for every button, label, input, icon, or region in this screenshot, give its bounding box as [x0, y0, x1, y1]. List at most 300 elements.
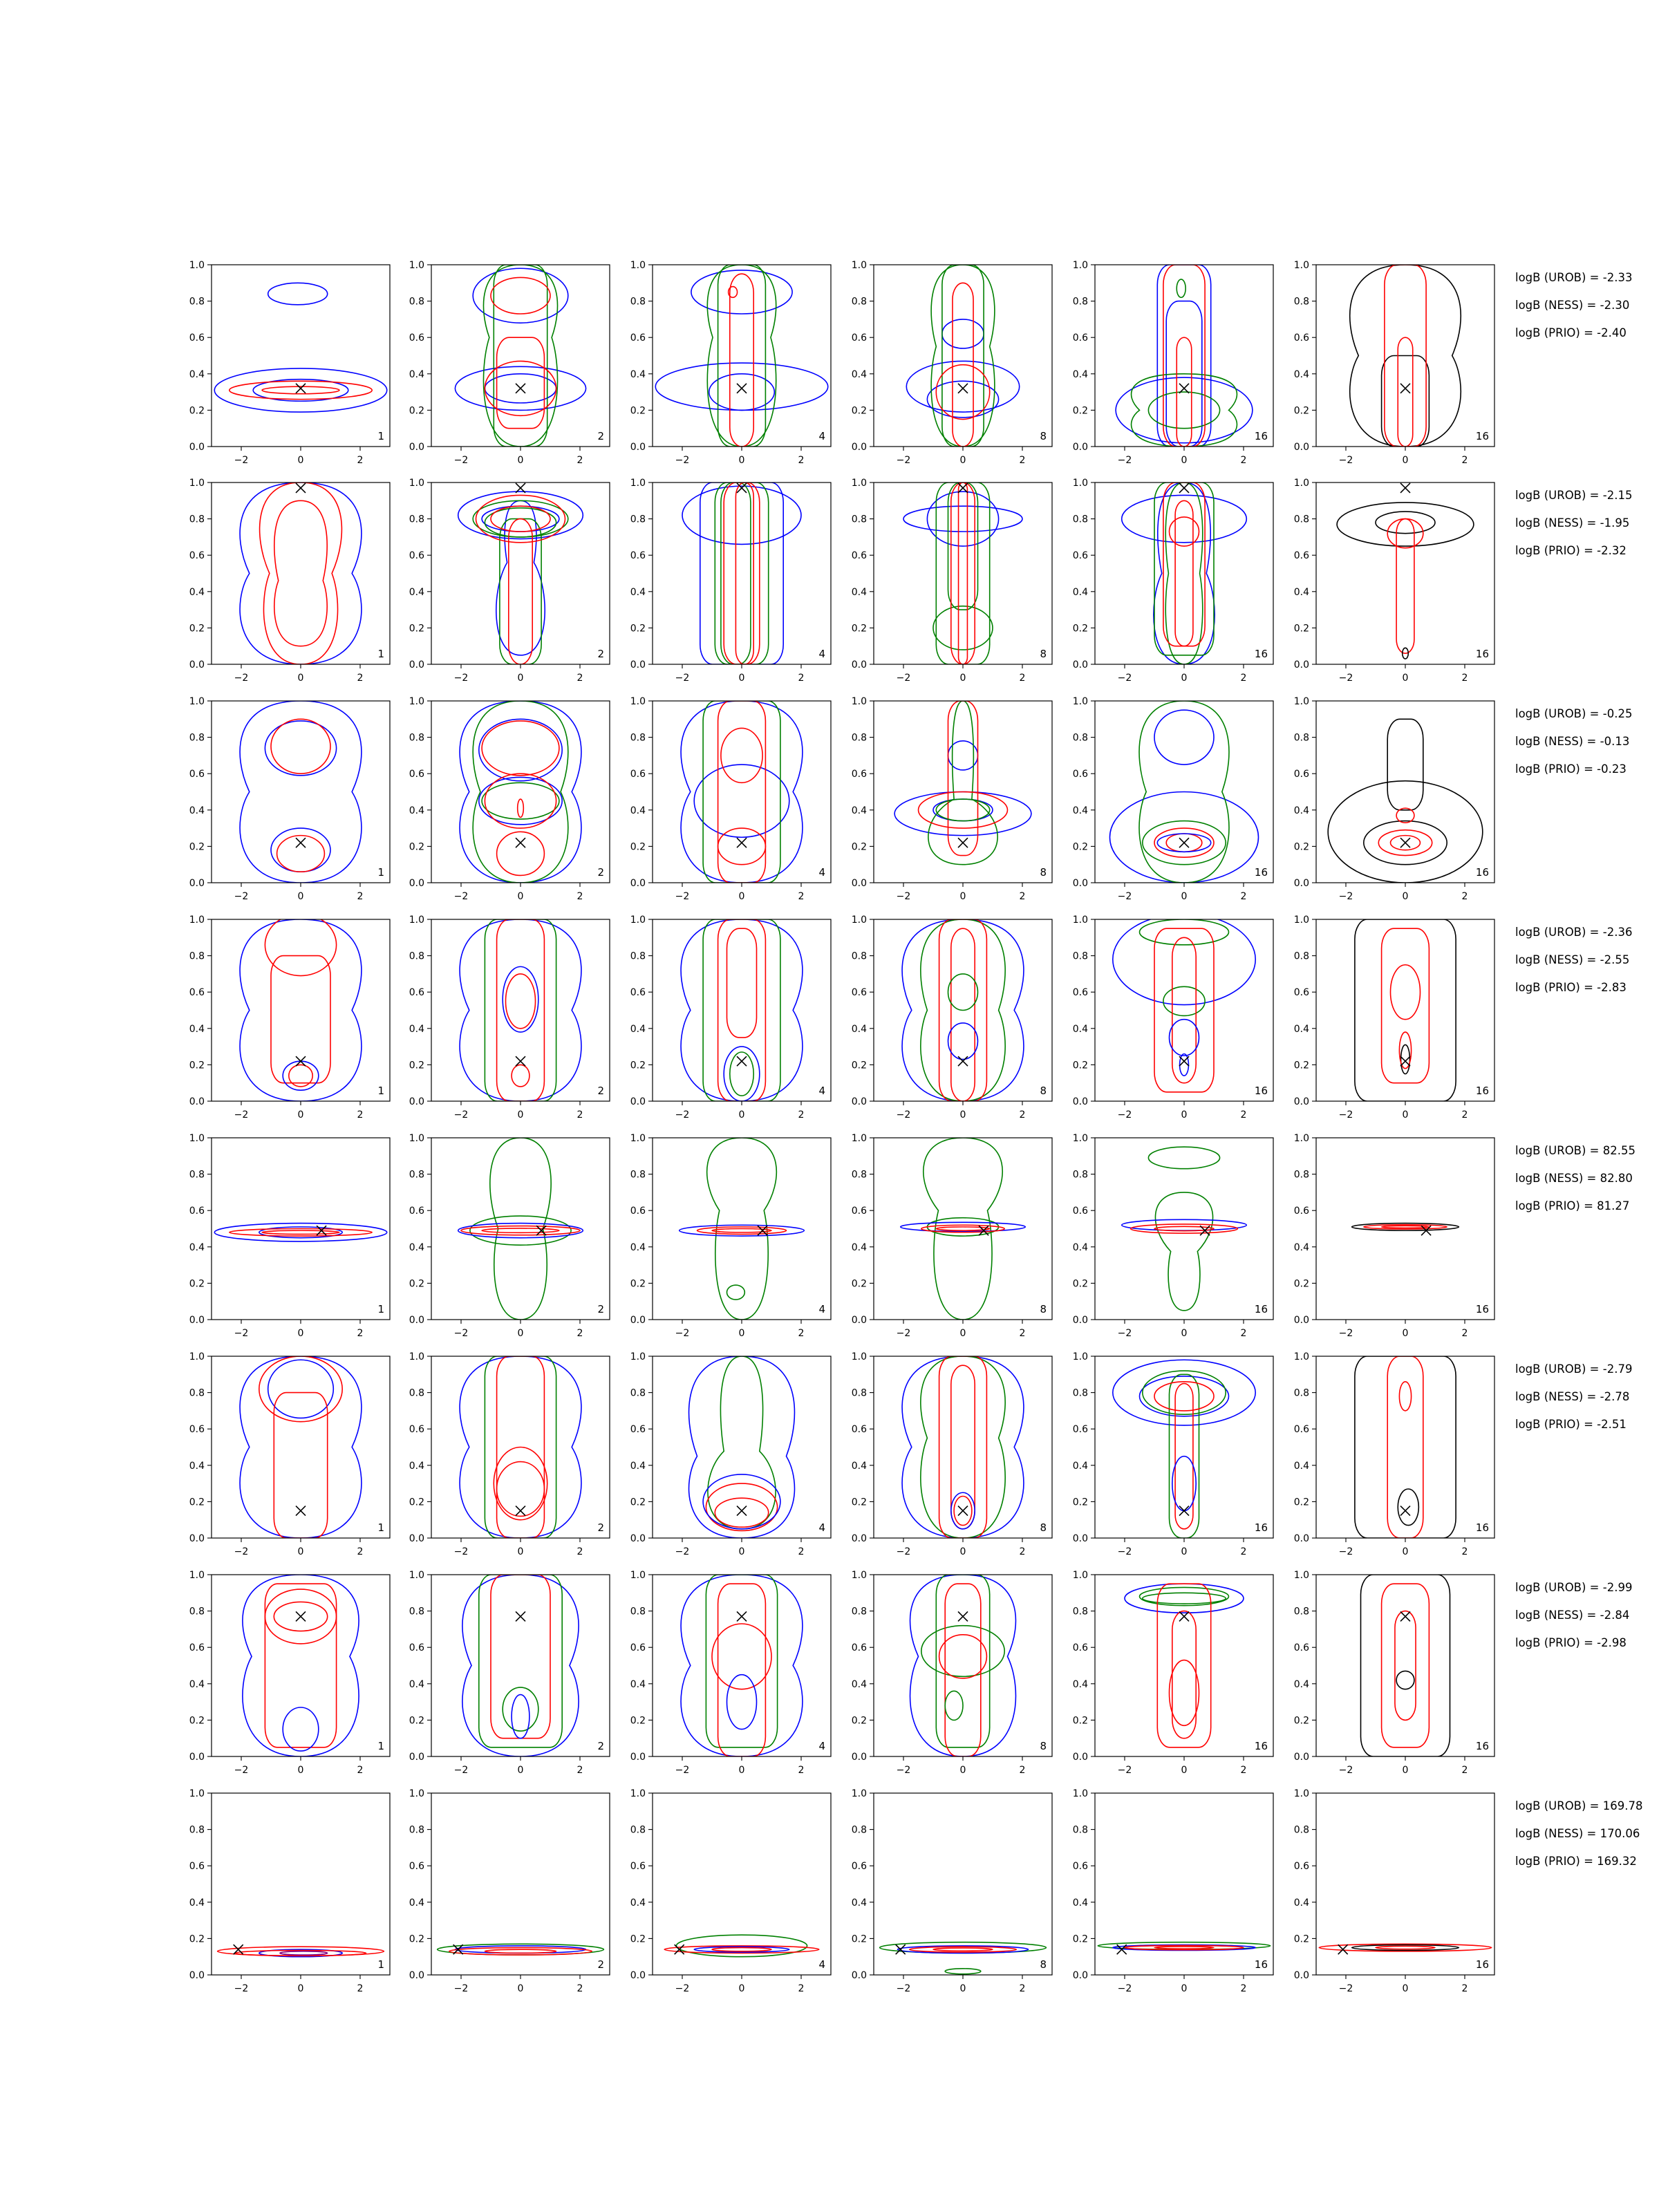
x-tick-label: 0 — [517, 455, 524, 466]
y-tick-label: 0.8 — [851, 1824, 867, 1836]
y-tick-label: 1.0 — [1072, 1788, 1088, 1799]
x-tick-label: 2 — [577, 1983, 583, 1994]
y-tick-label: 0.0 — [630, 1096, 646, 1107]
y-tick-label: 0.6 — [851, 550, 867, 562]
y-tick-label: 0.4 — [1293, 586, 1309, 598]
y-tick-label: 0.2 — [1072, 1060, 1088, 1071]
x-tick-label: −2 — [896, 1983, 911, 1994]
x-tick-label: −2 — [675, 1546, 690, 1557]
panel-badge: 2 — [597, 1303, 604, 1315]
y-tick-label: 0.4 — [189, 1678, 205, 1690]
y-tick-label: 0.4 — [1072, 1460, 1088, 1472]
y-tick-label: 0.2 — [630, 1497, 646, 1508]
x-tick-label: −2 — [896, 1109, 911, 1121]
y-tick-label: 0.8 — [1293, 514, 1309, 525]
y-tick-label: 1.0 — [1293, 1351, 1309, 1362]
y-tick-label: 0.8 — [1072, 514, 1088, 525]
y-tick-label: 1.0 — [630, 696, 646, 707]
x-tick-label: −2 — [453, 455, 469, 466]
logb-label: logB (UROB) = -2.79 — [1515, 1362, 1633, 1376]
y-tick-label: 1.0 — [1293, 1133, 1309, 1144]
y-tick-label: 1.0 — [851, 260, 867, 271]
y-tick-label: 0.8 — [630, 950, 646, 962]
x-tick-label: 2 — [1240, 1109, 1247, 1121]
y-tick-label: 0.2 — [630, 1715, 646, 1727]
logb-label: logB (NESS) = -2.78 — [1515, 1390, 1630, 1403]
x-tick-label: 0 — [738, 673, 745, 684]
x-tick-label: −2 — [234, 1983, 249, 1994]
x-tick-label: 0 — [959, 891, 966, 902]
y-tick-label: 0.6 — [1293, 550, 1309, 562]
y-tick-label: 0.0 — [189, 1533, 205, 1544]
x-tick-label: 2 — [1240, 1765, 1247, 1776]
y-tick-label: 0.0 — [851, 878, 867, 889]
y-tick-label: 0.6 — [409, 550, 424, 562]
y-tick-label: 0.4 — [189, 1460, 205, 1472]
x-tick-label: −2 — [453, 1109, 469, 1121]
x-tick-label: 0 — [517, 1983, 524, 1994]
panel-badge: 16 — [1475, 648, 1489, 660]
x-tick-label: −2 — [1338, 1765, 1353, 1776]
y-tick-label: 1.0 — [1293, 915, 1309, 926]
y-tick-label: 0.0 — [189, 1096, 205, 1107]
x-tick-label: 0 — [959, 455, 966, 466]
panel-badge: 1 — [377, 430, 384, 442]
y-tick-label: 0.4 — [851, 1023, 867, 1035]
y-tick-label: 0.0 — [851, 659, 867, 671]
y-tick-label: 0.4 — [409, 805, 424, 816]
y-tick-label: 0.6 — [409, 332, 424, 344]
y-tick-label: 0.4 — [409, 1460, 424, 1472]
y-tick-label: 0.0 — [851, 1315, 867, 1326]
y-tick-label: 1.0 — [1072, 1133, 1088, 1144]
y-tick-label: 0.2 — [189, 405, 205, 417]
x-tick-label: 2 — [1019, 1328, 1026, 1339]
y-tick-label: 0.0 — [1072, 1315, 1088, 1326]
y-tick-label: 1.0 — [630, 260, 646, 271]
y-tick-label: 0.2 — [1072, 1497, 1088, 1508]
y-tick-label: 1.0 — [189, 1570, 205, 1581]
x-tick-label: −2 — [675, 455, 690, 466]
x-tick-label: 2 — [1019, 891, 1026, 902]
y-tick-label: 0.4 — [630, 1678, 646, 1690]
y-tick-label: 0.0 — [1072, 1970, 1088, 1981]
y-tick-label: 0.4 — [851, 805, 867, 816]
y-tick-label: 0.6 — [630, 550, 646, 562]
y-tick-label: 0.4 — [1072, 1897, 1088, 1909]
y-tick-label: 0.8 — [1072, 1824, 1088, 1836]
y-tick-label: 0.6 — [409, 987, 424, 999]
y-tick-label: 0.6 — [851, 769, 867, 780]
panel-badge: 8 — [1040, 1521, 1047, 1534]
y-tick-label: 0.6 — [1072, 550, 1088, 562]
y-tick-label: 0.2 — [189, 1060, 205, 1071]
y-tick-label: 0.6 — [851, 332, 867, 344]
y-tick-label: 0.6 — [630, 1642, 646, 1654]
x-tick-label: 2 — [357, 1546, 364, 1557]
x-tick-label: 0 — [517, 673, 524, 684]
y-tick-label: 0.2 — [1072, 1278, 1088, 1290]
logb-label: logB (NESS) = 170.06 — [1515, 1827, 1640, 1840]
y-tick-label: 0.2 — [630, 841, 646, 853]
x-tick-label: 0 — [1181, 1983, 1188, 1994]
y-tick-label: 0.0 — [1072, 1096, 1088, 1107]
x-tick-label: 2 — [1240, 673, 1247, 684]
x-tick-label: 0 — [297, 1109, 304, 1121]
x-tick-label: −2 — [234, 1546, 249, 1557]
y-tick-label: 0.4 — [630, 1460, 646, 1472]
logb-label: logB (NESS) = -0.13 — [1515, 735, 1630, 748]
panel-badge: 2 — [597, 866, 604, 879]
x-tick-label: −2 — [1338, 455, 1353, 466]
x-tick-label: 0 — [959, 1109, 966, 1121]
y-tick-label: 1.0 — [189, 915, 205, 926]
y-tick-label: 0.4 — [1293, 805, 1309, 816]
y-tick-label: 0.6 — [1293, 1861, 1309, 1873]
y-tick-label: 0.8 — [630, 514, 646, 525]
x-tick-label: 0 — [1181, 455, 1188, 466]
panel-badge: 4 — [818, 1085, 825, 1097]
x-tick-label: −2 — [896, 891, 911, 902]
y-tick-label: 0.2 — [1072, 1715, 1088, 1727]
y-tick-label: 0.8 — [630, 296, 646, 308]
y-tick-label: 0.2 — [630, 1060, 646, 1071]
panel-badge: 4 — [818, 1521, 825, 1534]
x-tick-label: 0 — [1181, 1546, 1188, 1557]
x-tick-label: 0 — [1181, 673, 1188, 684]
y-tick-label: 0.0 — [409, 1533, 424, 1544]
y-tick-label: 1.0 — [1293, 1788, 1309, 1799]
x-tick-label: 0 — [959, 1983, 966, 1994]
x-tick-label: 0 — [738, 1109, 745, 1121]
y-tick-label: 0.2 — [189, 1497, 205, 1508]
y-tick-label: 0.0 — [851, 1533, 867, 1544]
y-tick-label: 0.8 — [851, 1387, 867, 1399]
x-tick-label: 2 — [1461, 1983, 1468, 1994]
logb-label: logB (UROB) = -2.36 — [1515, 926, 1633, 939]
y-tick-label: 0.6 — [189, 1206, 205, 1217]
y-tick-label: 1.0 — [1293, 1570, 1309, 1581]
y-tick-label: 0.0 — [630, 1752, 646, 1763]
panel-badge: 1 — [377, 1740, 384, 1752]
y-tick-label: 0.4 — [1072, 1023, 1088, 1035]
y-tick-label: 0.6 — [630, 332, 646, 344]
y-tick-label: 0.2 — [851, 1715, 867, 1727]
y-tick-label: 0.0 — [1293, 1315, 1309, 1326]
y-tick-label: 0.4 — [409, 1241, 424, 1253]
y-tick-label: 0.4 — [409, 368, 424, 380]
x-tick-label: −2 — [234, 673, 249, 684]
panel-badge: 2 — [597, 648, 604, 660]
x-tick-label: −2 — [1117, 1109, 1132, 1121]
x-tick-label: 0 — [1402, 1765, 1409, 1776]
y-tick-label: 0.6 — [409, 1861, 424, 1873]
y-tick-label: 1.0 — [1293, 478, 1309, 489]
y-tick-label: 0.8 — [189, 1169, 205, 1181]
y-tick-label: 0.0 — [1293, 1752, 1309, 1763]
y-tick-label: 1.0 — [630, 1570, 646, 1581]
y-tick-label: 0.6 — [1072, 987, 1088, 999]
x-tick-label: 2 — [357, 455, 364, 466]
x-tick-label: 2 — [1461, 1546, 1468, 1557]
y-tick-label: 0.6 — [630, 769, 646, 780]
panel-badge: 1 — [377, 1085, 384, 1097]
logb-label: logB (NESS) = 82.80 — [1515, 1172, 1633, 1185]
x-tick-label: 2 — [798, 673, 805, 684]
y-tick-label: 0.8 — [409, 296, 424, 308]
x-tick-label: 0 — [297, 1546, 304, 1557]
x-tick-label: −2 — [1117, 1328, 1132, 1339]
x-tick-label: 2 — [577, 1765, 583, 1776]
x-tick-label: 2 — [1019, 455, 1026, 466]
y-tick-label: 0.8 — [1072, 1387, 1088, 1399]
y-tick-label: 0.2 — [851, 405, 867, 417]
y-tick-label: 0.8 — [189, 296, 205, 308]
x-tick-label: 2 — [357, 1983, 364, 1994]
y-tick-label: 0.0 — [1293, 1096, 1309, 1107]
y-tick-label: 0.2 — [851, 1278, 867, 1290]
y-tick-label: 0.2 — [189, 623, 205, 635]
y-tick-label: 0.0 — [1072, 1533, 1088, 1544]
x-tick-label: −2 — [453, 1546, 469, 1557]
y-tick-label: 1.0 — [1072, 478, 1088, 489]
x-tick-label: 0 — [297, 891, 304, 902]
y-tick-label: 0.8 — [409, 1606, 424, 1618]
x-tick-label: −2 — [675, 673, 690, 684]
x-tick-label: −2 — [234, 1109, 249, 1121]
y-tick-label: 0.2 — [630, 1278, 646, 1290]
y-tick-label: 1.0 — [1072, 915, 1088, 926]
y-tick-label: 0.4 — [1293, 1897, 1309, 1909]
y-tick-label: 0.8 — [189, 950, 205, 962]
panel-badge: 8 — [1040, 866, 1047, 879]
y-tick-label: 0.6 — [1072, 332, 1088, 344]
panel-badge: 1 — [377, 1521, 384, 1534]
y-tick-label: 0.8 — [630, 1169, 646, 1181]
y-tick-label: 1.0 — [409, 1133, 424, 1144]
y-tick-label: 0.0 — [409, 659, 424, 671]
y-tick-label: 0.4 — [409, 1023, 424, 1035]
y-tick-label: 0.2 — [851, 1060, 867, 1071]
y-tick-label: 1.0 — [1072, 696, 1088, 707]
logb-label: logB (UROB) = -0.25 — [1515, 707, 1633, 720]
y-tick-label: 0.4 — [851, 1460, 867, 1472]
x-tick-label: −2 — [675, 1765, 690, 1776]
logb-label: logB (UROB) = -2.33 — [1515, 271, 1633, 284]
y-tick-label: 0.8 — [1293, 1387, 1309, 1399]
x-tick-label: −2 — [1117, 673, 1132, 684]
y-tick-label: 0.4 — [189, 1023, 205, 1035]
x-tick-label: 0 — [517, 1328, 524, 1339]
y-tick-label: 0.2 — [409, 623, 424, 635]
x-tick-label: 0 — [1402, 1983, 1409, 1994]
y-tick-label: 1.0 — [851, 1133, 867, 1144]
y-tick-label: 0.4 — [409, 586, 424, 598]
x-tick-label: −2 — [234, 455, 249, 466]
logb-label: logB (PRIO) = -2.98 — [1515, 1636, 1627, 1649]
y-tick-label: 0.4 — [1072, 586, 1088, 598]
x-tick-label: −2 — [1117, 1546, 1132, 1557]
y-tick-label: 0.4 — [409, 1678, 424, 1690]
y-tick-label: 0.0 — [409, 1315, 424, 1326]
panel-badge: 4 — [818, 430, 825, 442]
y-tick-label: 0.6 — [409, 769, 424, 780]
y-tick-label: 0.8 — [851, 732, 867, 744]
x-tick-label: 2 — [357, 891, 364, 902]
y-tick-label: 0.8 — [851, 296, 867, 308]
y-tick-label: 0.0 — [1293, 1970, 1309, 1981]
y-tick-label: 0.2 — [1293, 623, 1309, 635]
panel-badge: 16 — [1254, 1085, 1268, 1097]
y-tick-label: 0.8 — [630, 1824, 646, 1836]
panel-badge: 4 — [818, 648, 825, 660]
x-tick-label: 0 — [297, 1765, 304, 1776]
x-tick-label: 2 — [577, 1328, 583, 1339]
y-tick-label: 0.8 — [409, 732, 424, 744]
y-tick-label: 0.4 — [1293, 1460, 1309, 1472]
x-tick-label: 2 — [798, 1983, 805, 1994]
y-tick-label: 1.0 — [409, 1570, 424, 1581]
y-tick-label: 0.2 — [189, 1715, 205, 1727]
x-tick-label: −2 — [896, 673, 911, 684]
y-tick-label: 0.2 — [189, 841, 205, 853]
y-tick-label: 0.6 — [630, 1424, 646, 1436]
panel-badge: 8 — [1040, 1303, 1047, 1315]
logb-label: logB (NESS) = -2.55 — [1515, 953, 1630, 966]
x-tick-label: −2 — [1338, 1109, 1353, 1121]
y-tick-label: 1.0 — [851, 915, 867, 926]
x-tick-label: 2 — [1461, 891, 1468, 902]
y-tick-label: 0.6 — [851, 1861, 867, 1873]
x-tick-label: 0 — [1402, 1328, 1409, 1339]
x-tick-label: 2 — [577, 1546, 583, 1557]
y-tick-label: 0.0 — [409, 1752, 424, 1763]
y-tick-label: 0.8 — [1072, 1606, 1088, 1618]
y-tick-label: 0.6 — [851, 1206, 867, 1217]
x-tick-label: 0 — [517, 891, 524, 902]
panel-badge: 16 — [1475, 1521, 1489, 1534]
panel-badge: 8 — [1040, 648, 1047, 660]
x-tick-label: 2 — [357, 1109, 364, 1121]
logb-label: logB (PRIO) = 81.27 — [1515, 1199, 1630, 1212]
y-tick-label: 0.4 — [1072, 805, 1088, 816]
y-tick-label: 0.6 — [1293, 1642, 1309, 1654]
y-tick-label: 1.0 — [1072, 1570, 1088, 1581]
x-tick-label: 2 — [1019, 673, 1026, 684]
y-tick-label: 0.2 — [630, 623, 646, 635]
y-tick-label: 0.0 — [630, 1315, 646, 1326]
panel-badge: 16 — [1254, 648, 1268, 660]
y-tick-label: 0.8 — [189, 732, 205, 744]
y-tick-label: 0.8 — [189, 514, 205, 525]
panel-badge: 1 — [377, 1303, 384, 1315]
x-tick-label: 2 — [1461, 1765, 1468, 1776]
y-tick-label: 0.2 — [1293, 405, 1309, 417]
x-tick-label: 0 — [1181, 891, 1188, 902]
y-tick-label: 0.0 — [189, 1970, 205, 1981]
x-tick-label: 0 — [297, 1983, 304, 1994]
y-tick-label: 0.2 — [630, 405, 646, 417]
y-tick-label: 0.6 — [409, 1206, 424, 1217]
y-tick-label: 0.0 — [630, 1970, 646, 1981]
x-tick-label: 0 — [738, 1765, 745, 1776]
y-tick-label: 0.2 — [1072, 841, 1088, 853]
y-tick-label: 0.0 — [409, 878, 424, 889]
y-tick-label: 0.6 — [189, 1642, 205, 1654]
y-tick-label: 0.0 — [189, 442, 205, 453]
y-tick-label: 0.6 — [630, 1861, 646, 1873]
y-tick-label: 1.0 — [189, 1351, 205, 1362]
x-tick-label: 0 — [1181, 1328, 1188, 1339]
x-tick-label: −2 — [1117, 455, 1132, 466]
y-tick-label: 0.8 — [409, 1824, 424, 1836]
x-tick-label: 2 — [577, 1109, 583, 1121]
x-tick-label: −2 — [453, 891, 469, 902]
panel-badge: 1 — [377, 866, 384, 879]
x-tick-label: 2 — [577, 673, 583, 684]
y-tick-label: 0.6 — [851, 987, 867, 999]
y-tick-label: 0.4 — [851, 368, 867, 380]
y-tick-label: 0.0 — [189, 878, 205, 889]
y-tick-label: 0.6 — [630, 1206, 646, 1217]
y-tick-label: 0.6 — [189, 987, 205, 999]
y-tick-label: 0.6 — [1293, 1424, 1309, 1436]
x-tick-label: −2 — [896, 455, 911, 466]
x-tick-label: 0 — [1402, 455, 1409, 466]
y-tick-label: 1.0 — [1072, 1351, 1088, 1362]
y-tick-label: 0.4 — [189, 1241, 205, 1253]
x-tick-label: −2 — [453, 673, 469, 684]
y-tick-label: 0.8 — [1072, 732, 1088, 744]
y-tick-label: 0.0 — [1293, 442, 1309, 453]
x-tick-label: 2 — [357, 673, 364, 684]
y-tick-label: 0.6 — [1072, 1206, 1088, 1217]
logb-label: logB (PRIO) = -2.83 — [1515, 981, 1627, 994]
x-tick-label: 2 — [798, 1765, 805, 1776]
y-tick-label: 0.2 — [409, 405, 424, 417]
x-tick-label: 0 — [517, 1109, 524, 1121]
y-tick-label: 0.4 — [851, 586, 867, 598]
x-tick-label: 2 — [798, 1546, 805, 1557]
x-tick-label: −2 — [1117, 1765, 1132, 1776]
panel-badge: 2 — [597, 1740, 604, 1752]
panel-badge: 8 — [1040, 1958, 1047, 1971]
x-tick-label: 0 — [297, 673, 304, 684]
y-tick-label: 0.2 — [851, 1933, 867, 1945]
y-tick-label: 0.2 — [1293, 1933, 1309, 1945]
y-tick-label: 0.4 — [851, 1241, 867, 1253]
y-tick-label: 1.0 — [851, 1351, 867, 1362]
y-tick-label: 0.4 — [409, 1897, 424, 1909]
y-tick-label: 0.0 — [189, 659, 205, 671]
y-tick-label: 0.0 — [1293, 1533, 1309, 1544]
y-tick-label: 1.0 — [409, 1788, 424, 1799]
y-tick-label: 0.2 — [1072, 405, 1088, 417]
y-tick-label: 0.2 — [1293, 841, 1309, 853]
y-tick-label: 1.0 — [851, 478, 867, 489]
x-tick-label: −2 — [1117, 1983, 1132, 1994]
panel-badge: 16 — [1475, 1303, 1489, 1315]
panel-badge: 4 — [818, 866, 825, 879]
y-tick-label: 1.0 — [630, 478, 646, 489]
panel-badge: 8 — [1040, 1740, 1047, 1752]
y-tick-label: 0.4 — [189, 586, 205, 598]
x-tick-label: 2 — [357, 1765, 364, 1776]
y-tick-label: 1.0 — [1293, 696, 1309, 707]
y-tick-label: 0.8 — [189, 1387, 205, 1399]
logb-label: logB (PRIO) = -2.40 — [1515, 326, 1627, 339]
y-tick-label: 0.0 — [630, 1533, 646, 1544]
